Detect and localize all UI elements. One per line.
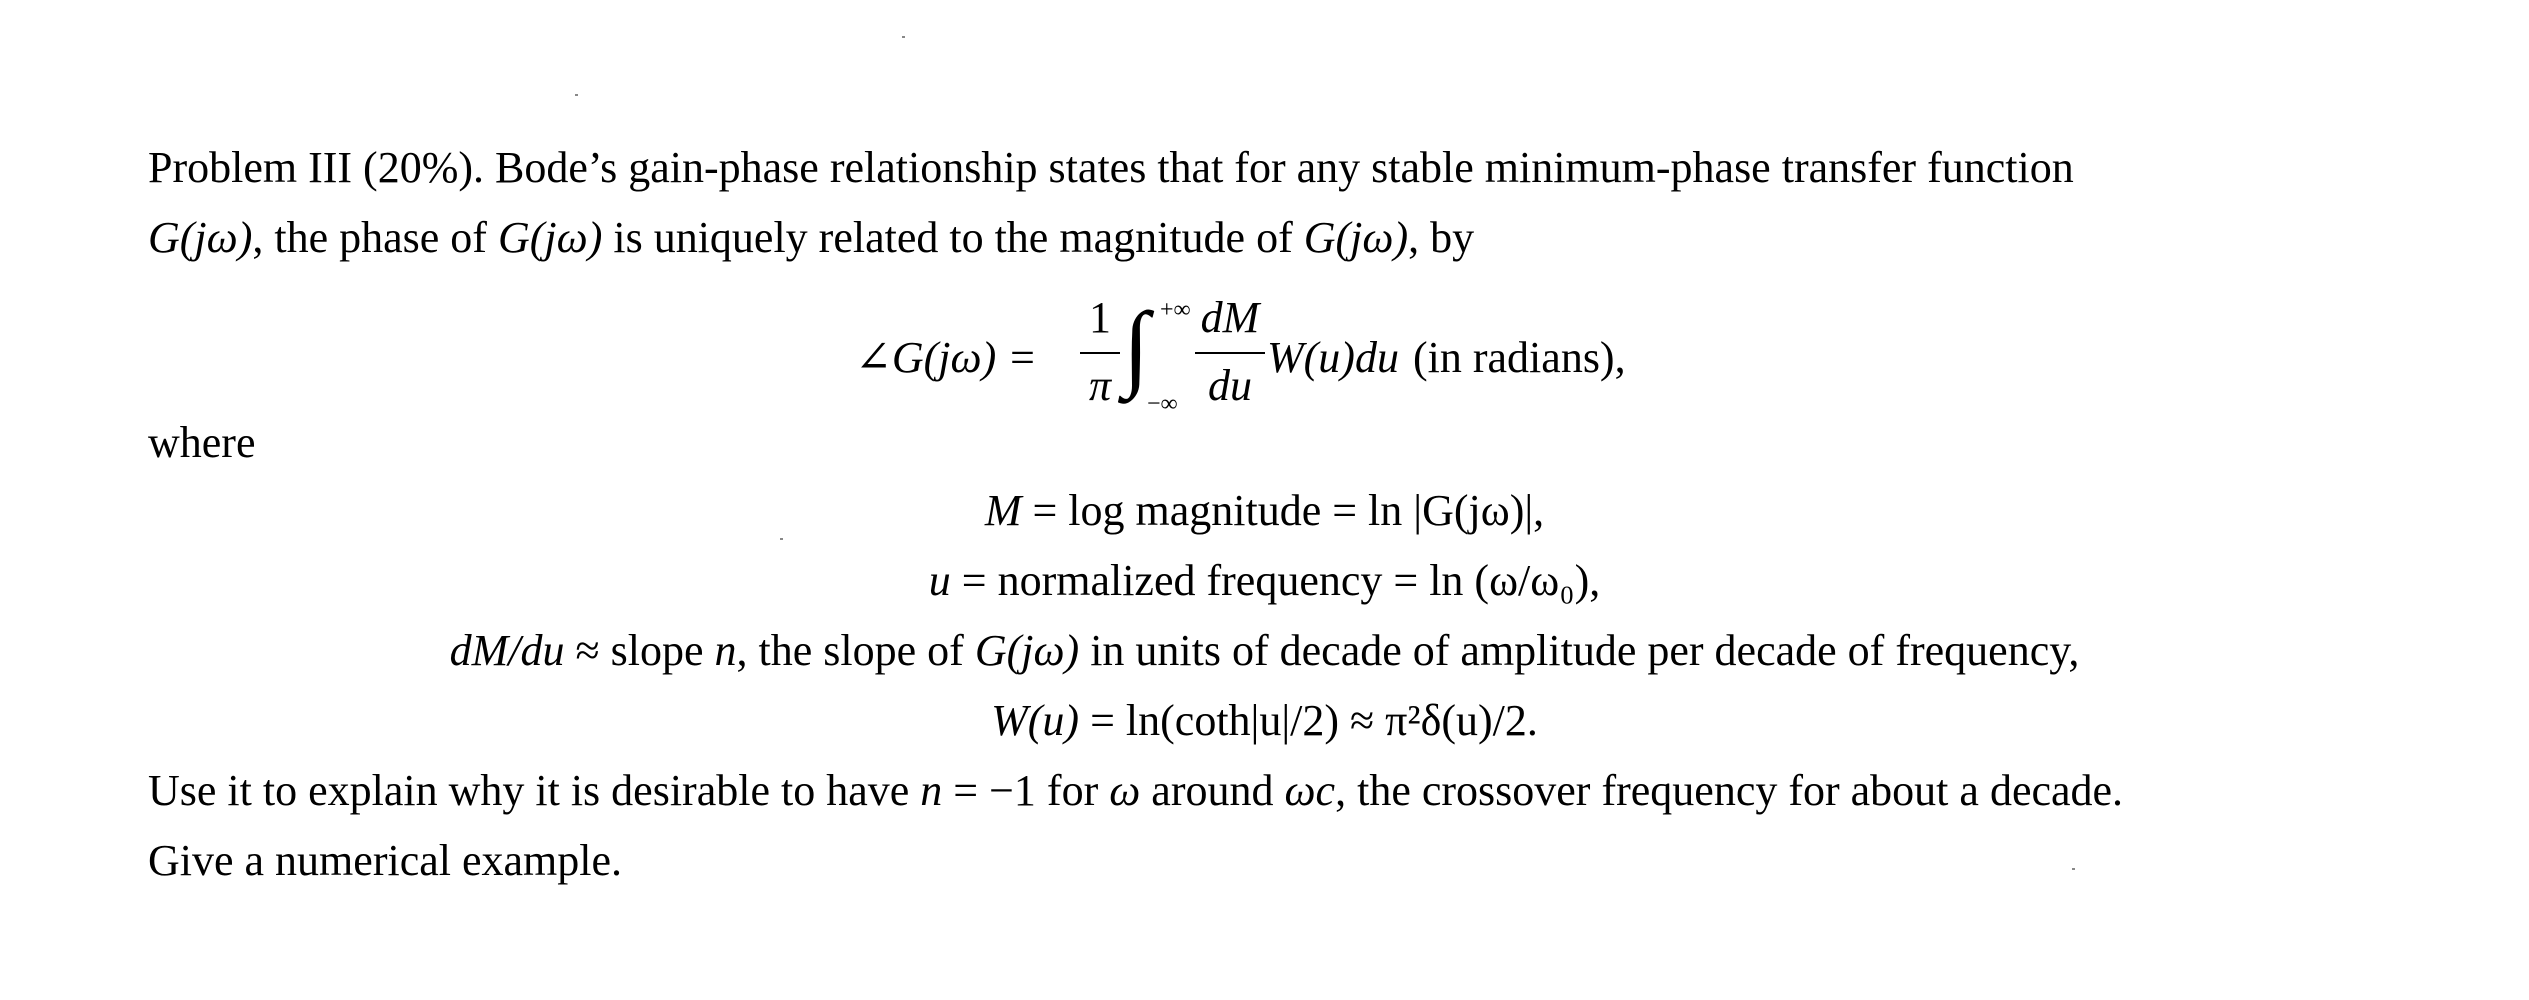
formula-lhs: ∠G(jω) = <box>855 333 1037 382</box>
one-over-pi-fraction <box>1080 288 1120 410</box>
where-label: where <box>148 418 256 467</box>
formula-weighting-term: W(u)du <box>1267 333 1399 382</box>
definition-u <box>0 546 2529 616</box>
transfer-function: G(jω) <box>497 213 603 262</box>
text-run: = −1 for <box>942 766 1110 815</box>
text-run: = log magnitude = ln |G(jω)|, <box>1021 486 1545 535</box>
text-run: , by <box>1408 213 1475 262</box>
text-run: Use it to explain why it is desirable to have <box>148 766 921 815</box>
scan-speck <box>575 94 578 96</box>
variable: ωc <box>1284 766 1336 815</box>
fraction-numerator: dM <box>1200 293 1260 342</box>
question-line-2: Give a numerical example. <box>148 836 623 885</box>
text-run: , the phase of <box>252 213 498 262</box>
text-run: is uniquely related to the magnitude of <box>602 213 1304 262</box>
problem-line-1: Problem III (20%). Bode’s gain-phase relationship states that for any stable minimum-phase transfer function <box>148 143 2074 192</box>
variable: n <box>714 626 737 675</box>
variable: dM/du <box>449 626 565 675</box>
text-run: , the slope of <box>736 626 975 675</box>
definition-W <box>0 686 2529 756</box>
transfer-function: G(jω) <box>974 626 1080 675</box>
text-run: in units of decade of amplitude per decade of frequency, <box>1079 626 2080 675</box>
fraction-bar <box>1080 352 1120 354</box>
definition-M <box>0 476 2529 546</box>
fraction-denominator: du <box>1208 361 1252 410</box>
problem-statement <box>148 133 2398 273</box>
question <box>148 756 2398 896</box>
fraction-bar <box>1195 352 1265 354</box>
text-run: = normalized frequency = ln (ω/ω₀), <box>950 556 1601 605</box>
transfer-function: G(jω) <box>1303 213 1409 262</box>
variable: M <box>984 486 1022 535</box>
text-run: around <box>1140 766 1285 815</box>
integral-sign: ∫ <box>1123 292 1150 399</box>
dM-du-fraction <box>1195 288 1265 410</box>
problem-line-2 <box>148 203 2398 273</box>
fraction-denominator: π <box>1088 361 1112 410</box>
definition-slope <box>0 616 2529 686</box>
text-run: = ln(coth|u|/2) ≈ π²δ(u)/2. <box>1079 696 1538 745</box>
transfer-function: G(jω) <box>148 213 253 262</box>
integral-lower-limit: −∞ <box>1147 391 1178 417</box>
variable: n <box>920 766 943 815</box>
fraction-numerator: 1 <box>1089 293 1111 342</box>
formula-suffix: (in radians), <box>1413 333 1626 382</box>
scan-speck <box>902 36 905 38</box>
variable: u <box>928 556 951 605</box>
variable: W(u) <box>991 696 1080 745</box>
question-line-1 <box>148 756 2398 826</box>
text-run: , the crossover frequency for about a decade. <box>1335 766 2124 815</box>
text-run: ≈ slope <box>564 626 715 675</box>
variable: ω <box>1109 766 1141 815</box>
integral-upper-limit: +∞ <box>1160 297 1191 323</box>
